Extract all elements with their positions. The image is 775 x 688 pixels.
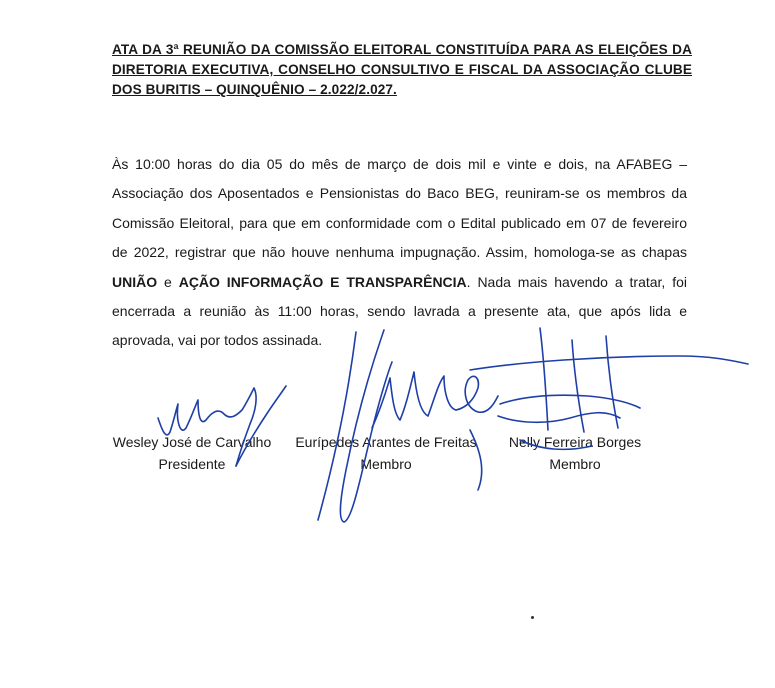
chapa-acao: AÇÃO INFORMAÇÃO E TRANSPARÊNCIA — [178, 273, 467, 290]
signature-block-president — [102, 431, 282, 475]
paragraph-text-part2: . Nada mais havendo a tratar, foi encerrada a reunião às 11:00 horas, sendo lavrada a presente ata, que após lida e aprovada, vai por todos assinada. — [112, 273, 688, 349]
signature-euripedes-loop — [340, 330, 392, 522]
chapa-uniao: UNIÃO — [112, 273, 158, 290]
signatory-name: Wesley José de Carvalho — [112, 434, 272, 450]
paper-speck — [531, 616, 534, 619]
signature-nelly-loop — [498, 413, 620, 423]
signature-euripedes-m — [372, 372, 456, 428]
paragraph-connector: e — [157, 273, 179, 290]
paragraph-text-part1: Às 10:00 horas do dia 05 do mês de março de dois mil e vinte e dois, na AFABEG – Associação dos Aposentados e Pensionistas do Baco BEG, reuniram-se os membros da Comissão Eleitoral, para que em conformidade com o Edital publicado em 07 de fevereiro de 2022, registrar que não houve nenhuma impugnação. Assim, homologa-se as chapas — [112, 156, 687, 261]
signatory-role: Presidente — [158, 456, 226, 472]
signature-block-member-2 — [490, 431, 660, 475]
signature-euripedes-swash — [456, 376, 498, 412]
signature-nelly-cross — [500, 395, 640, 408]
signatory-name: Eurípedes Arantes de Freitas — [295, 434, 477, 450]
signature-block-member-1 — [286, 431, 486, 475]
signature-euripedes-long-stroke — [318, 332, 356, 520]
signature-nelly-swoop — [470, 356, 748, 370]
minutes-paragraph — [112, 150, 687, 356]
signatory-name: Nelly Ferreira Borges — [508, 434, 642, 450]
document-title: ATA DA 3ª REUNIÃO DA COMISSÃO ELEITORAL CONSTITUÍDA PARA AS ELEIÇÕES DA DIRETORIA EXECUTIVA, CONSELHO CONSULTIVO E FISCAL DA ASSOCIAÇÃO CLUBE DOS BURITIS – QUINQUÊNIO – 2.022/2.027. — [112, 42, 692, 97]
signatory-role: Membro — [549, 456, 601, 472]
signatory-role: Membro — [360, 456, 412, 472]
